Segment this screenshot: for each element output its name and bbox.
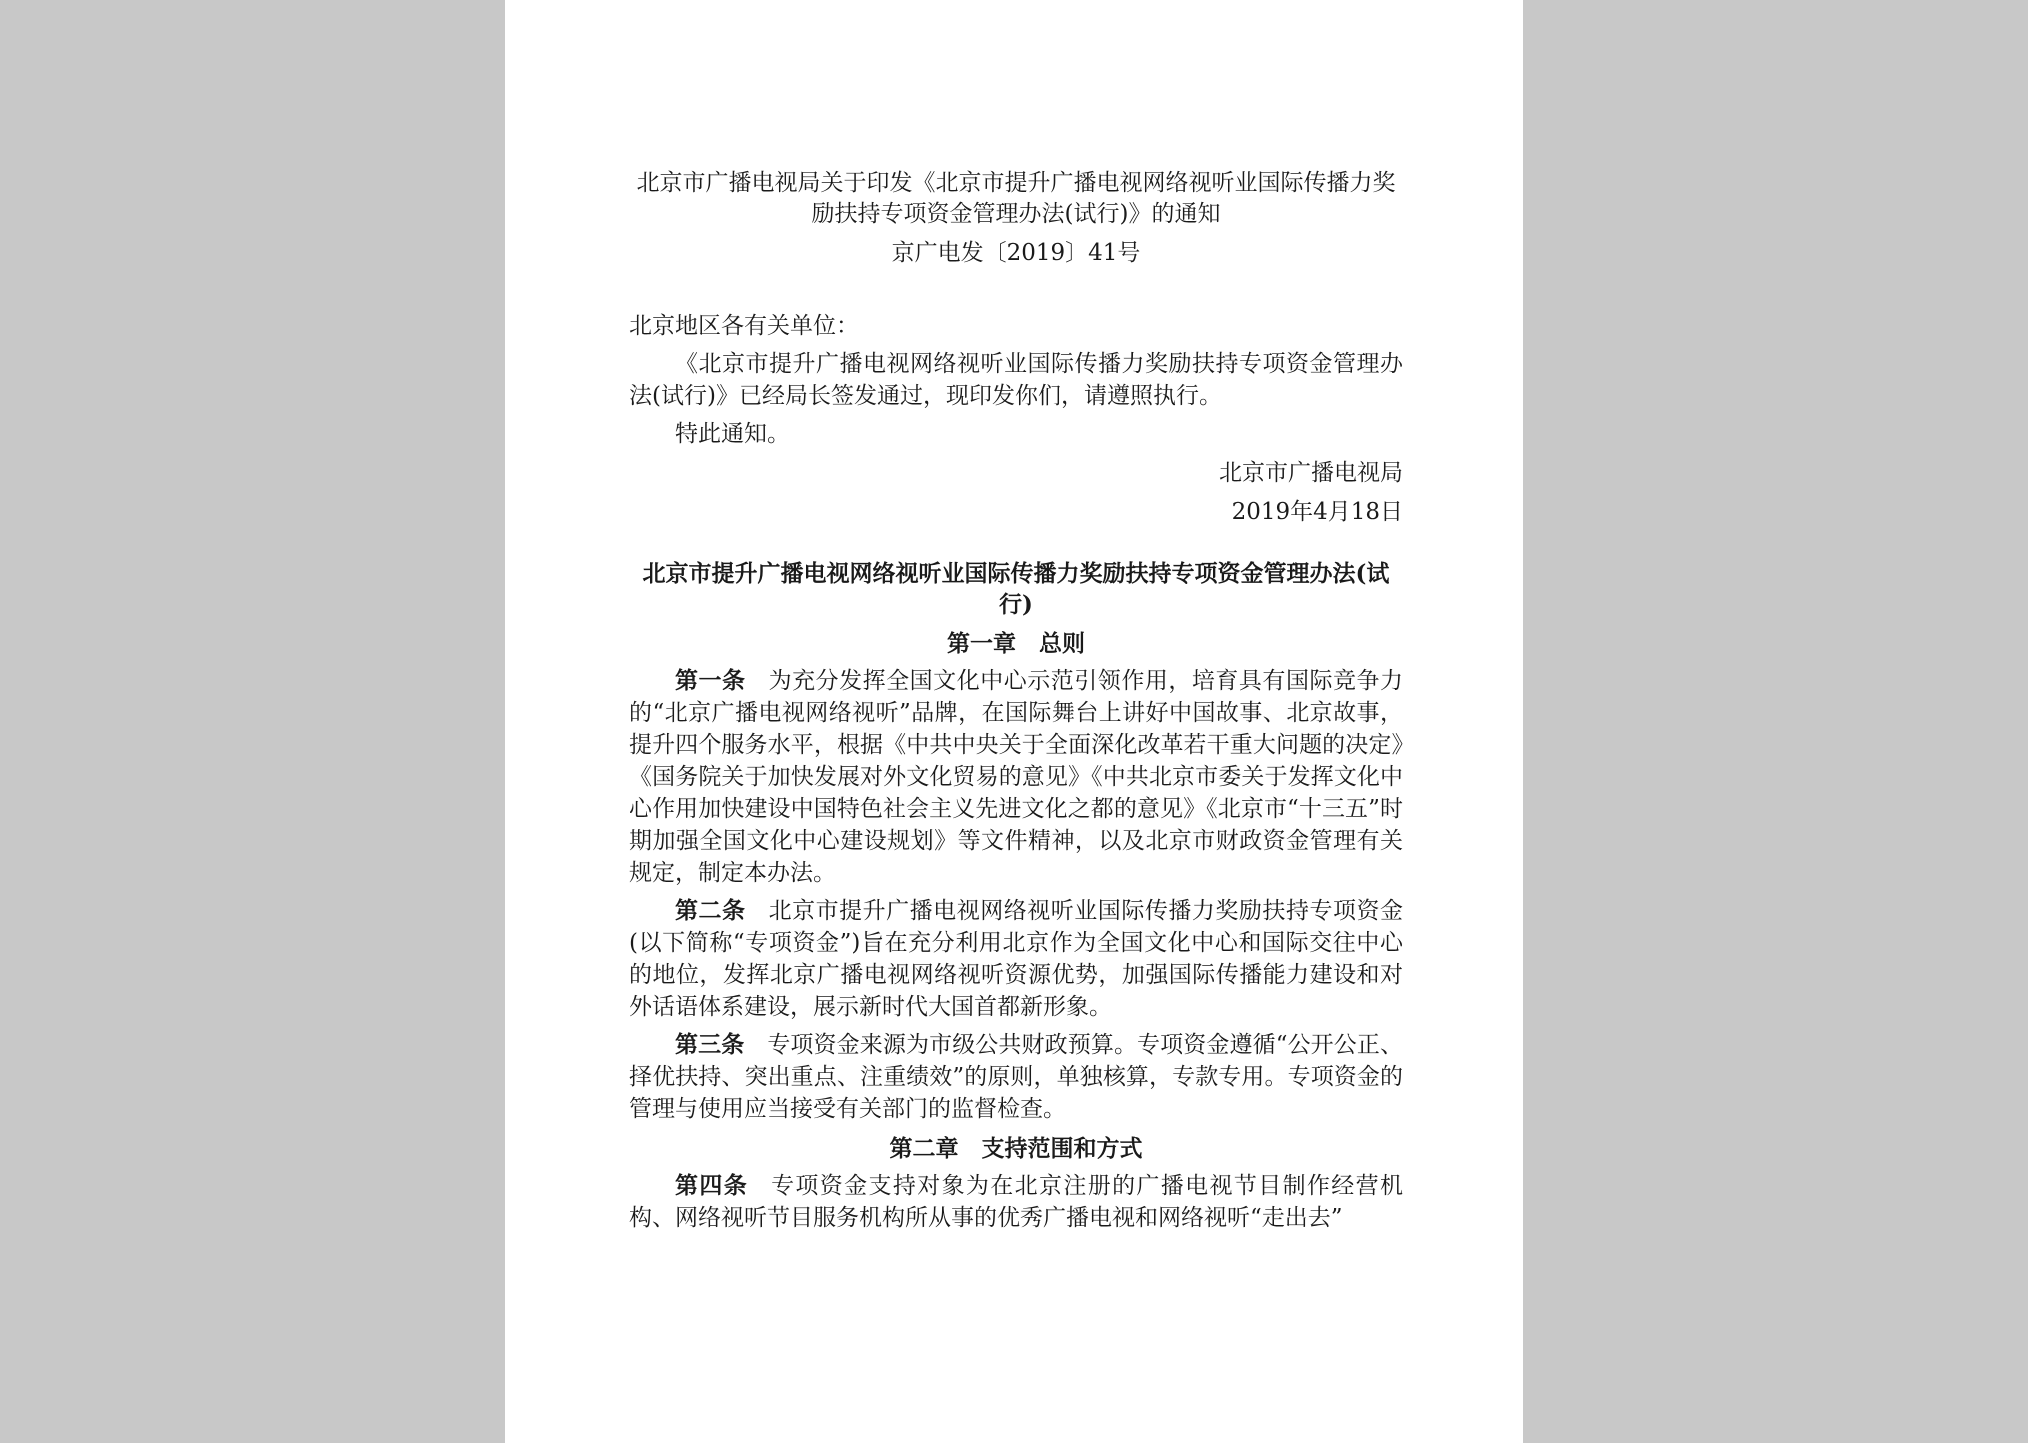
chapter-heading-2: 第二章 支持范围和方式	[889, 1135, 1143, 1162]
article-text: 专项资金支持对象为在北京注册的广播电视节目制作经营机构、网络视听节目服务机构所从事的优秀广播电视和网络视听“走出去”	[629, 1173, 1404, 1231]
document-number: 京广电发〔2019〕41号	[891, 240, 1141, 266]
article-3	[629, 1029, 1403, 1125]
article-text: 为充分发挥全国文化中心示范引领作用，培育具有国际竞争力的“北京广播电视网络视听”品牌，在国际舞台上讲好中国故事、北京故事，提升四个服务水平，根据《中共中央关于全面深化改革若干重大问题的决定》《国务院关于加快发展对外文化贸易的意见》《中共北京市委关于发挥文化中心作用加快建设中国特色社会主义先进文化之都的意见》《北京市“十三五”时期加强全国文化中心建设规划》等文件精神，以及北京市财政资金管理有关规定，制定本办法。	[629, 668, 1404, 886]
article-2	[629, 895, 1403, 1023]
issuer: 北京市广播电视局	[1219, 460, 1403, 486]
chapter-heading-1: 第一章 总则	[947, 630, 1085, 657]
document-content	[629, 168, 1403, 1234]
notice-closing: 特此通知。	[675, 421, 790, 447]
measures-title: 北京市提升广播电视网络视听业国际传播力奖励扶持专项资金管理办法(试行)	[642, 560, 1390, 618]
notice-body: 《北京市提升广播电视网络视听业国际传播力奖励扶持专项资金管理办法(试行)》已经局长签发通过，现印发你们，请遵照执行。	[629, 351, 1403, 409]
article-label: 第一条	[675, 667, 746, 694]
salutation: 北京地区各有关单位：	[629, 313, 859, 339]
article-text: 专项资金来源为市级公共财政预算。专项资金遵循“公开公正、择优扶持、突出重点、注重绩效”的原则，单独核算，专款专用。专项资金的管理与使用应当接受有关部门的监督检查。	[629, 1032, 1403, 1122]
article-label: 第三条	[675, 1031, 745, 1058]
issue-date: 2019年4月18日	[1231, 499, 1403, 525]
article-label: 第二条	[675, 897, 746, 924]
article-label: 第四条	[675, 1172, 749, 1199]
article-1	[629, 665, 1403, 889]
article-4	[629, 1170, 1403, 1234]
article-text: 北京市提升广播电视网络视听业国际传播力奖励扶持专项资金(以下简称“专项资金”)旨在充分利用北京作为全国文化中心和国际交往中心的地位，发挥北京广播电视网络视听资源优势，加强国际传播能力建设和对外话语体系建设，展示新时代大国首都新形象。	[629, 898, 1404, 1020]
document-page	[505, 0, 1523, 1443]
notice-title: 北京市广播电视局关于印发《北京市提升广播电视网络视听业国际传播力奖励扶持专项资金管理办法(试行)》的通知	[636, 170, 1396, 227]
